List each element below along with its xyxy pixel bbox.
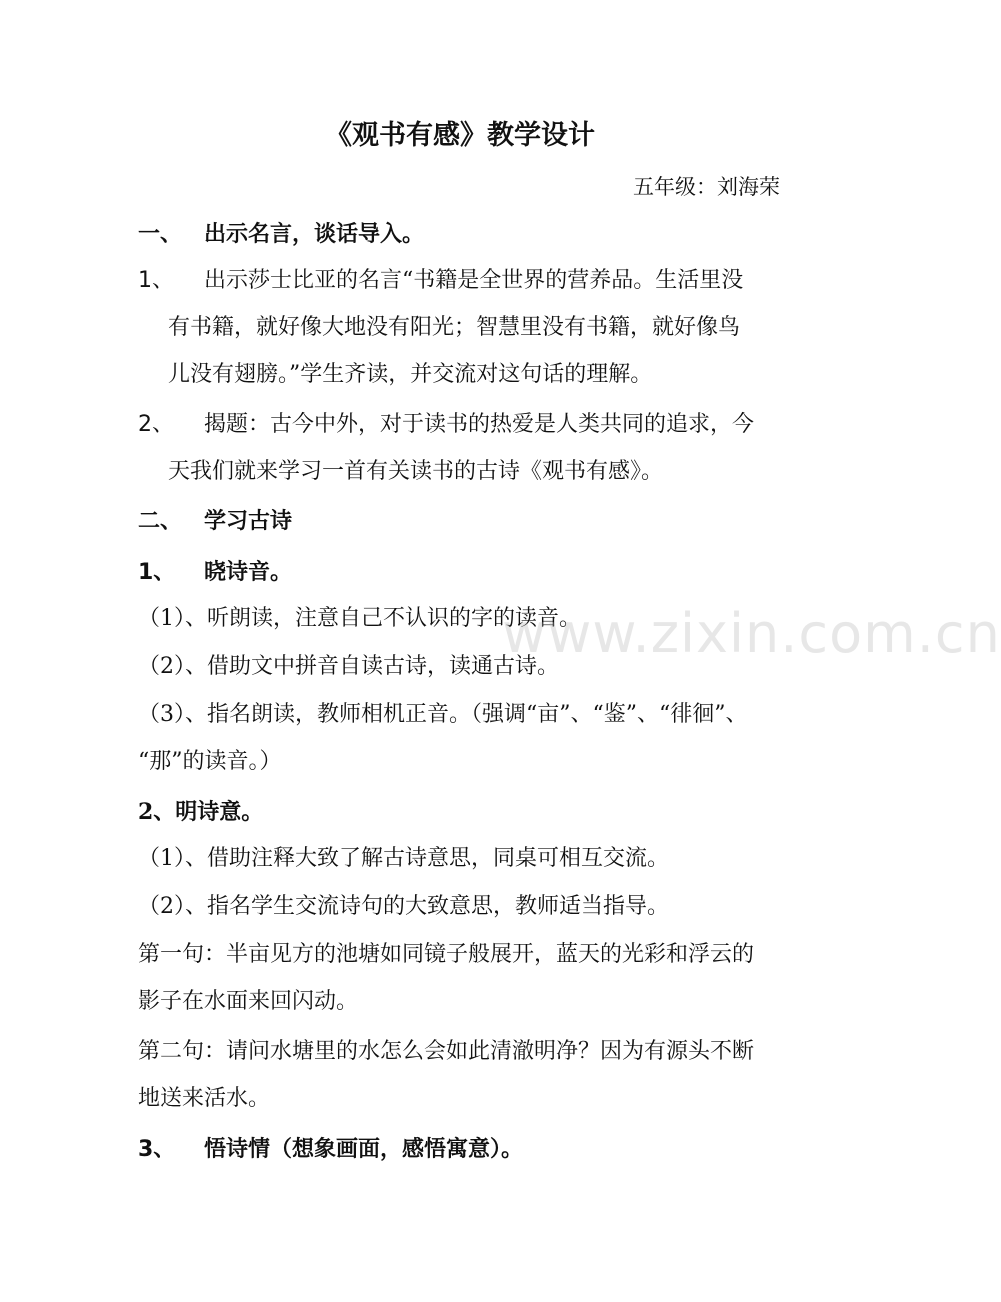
item-1-2-number: 2、 xyxy=(138,412,174,437)
sentence-1-line-1: 第一句：半亩见方的池塘如同镜子般展开，蓝天的光彩和浮云的 xyxy=(138,942,755,967)
item-1-1-number: 1、 xyxy=(138,268,174,293)
section-1-heading xyxy=(138,220,780,250)
item-1-2-line-1 xyxy=(138,410,780,440)
section-1-number: 一、 xyxy=(138,222,183,247)
item-1-1-line-3: 儿没有翅膀。”学生齐读，并交流对这句话的理解。 xyxy=(168,362,653,387)
item-2-3-title: 悟诗情（想象画面，感悟寓意）。 xyxy=(204,1136,524,1162)
section-1-title: 出示名言，谈话导入。 xyxy=(204,222,425,247)
document-title: 《观书有感》教学设计 xyxy=(325,120,595,151)
item-1-1-text-1: 出示莎士比亚的名言“书籍是全世界的营养品。生活里没 xyxy=(204,268,744,293)
item-2-2-heading: 2、明诗意。 xyxy=(138,799,264,825)
item-1-1-line-2: 有书籍，就好像大地没有阳光；智慧里没有书籍，就好像鸟 xyxy=(168,315,741,340)
para-2-2-2: （2）、指名学生交流诗句的大致意思，教师适当指导。 xyxy=(138,894,669,919)
sentence-1-line-2: 影子在水面来回闪动。 xyxy=(138,989,359,1014)
section-2-number: 二、 xyxy=(138,509,183,534)
section-2-title: 学习古诗 xyxy=(204,509,293,534)
watermark-text: www.zixin.com.cn xyxy=(502,602,1001,665)
section-2-heading xyxy=(138,507,780,537)
item-1-2-text-1: 揭题：古今中外，对于读书的热爱是人类共同的追求，今 xyxy=(204,412,755,437)
para-2-1-1: （1）、听朗读，注意自己不认识的字的读音。 xyxy=(138,606,581,631)
sentence-2-line-2: 地送来活水。 xyxy=(138,1086,271,1111)
para-2-1-3-line-1: （3）、指名朗读，教师相机正音。（强调“亩”、“鉴”、“徘徊”、 xyxy=(138,702,748,727)
item-2-3-heading xyxy=(138,1134,780,1165)
item-2-3-number: 3、 xyxy=(138,1137,176,1162)
para-2-1-3-line-2: “那”的读音。） xyxy=(138,749,282,774)
para-2-2-1: （1）、借助注释大致了解古诗意思，同桌可相互交流。 xyxy=(138,846,669,871)
item-2-1-heading xyxy=(138,557,780,588)
author-line: 五年级：刘海荣 xyxy=(633,175,780,199)
item-1-1-line-1 xyxy=(138,266,780,296)
item-2-1-number: 1、 xyxy=(138,560,176,585)
sentence-2-line-1: 第二句：请问水塘里的水怎么会如此清澈明净？因为有源头不断 xyxy=(138,1039,755,1064)
item-1-2-line-2: 天我们就来学习一首有关读书的古诗《观书有感》。 xyxy=(168,459,664,484)
para-2-1-2: （2）、借助文中拼音自读古诗，读通古诗。 xyxy=(138,654,559,679)
item-2-1-title: 晓诗音。 xyxy=(204,559,293,585)
